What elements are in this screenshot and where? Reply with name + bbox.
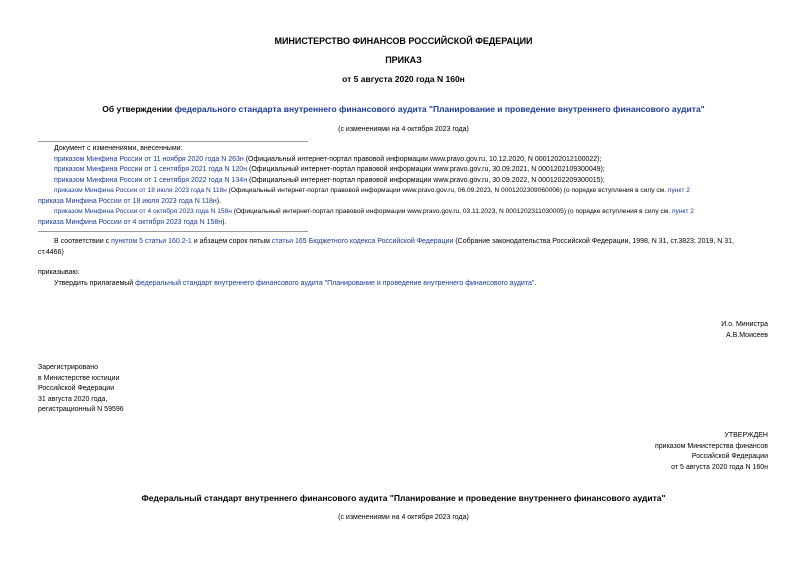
order-paragraph: Утвердить прилагаемый федеральный стандарт внутреннего финансового аудита "Планирование и проведение внутреннего финансового аудита". (54, 279, 537, 287)
change-item-link[interactable]: приказом Минфина России от 11 ноября 2020 года N 263н (54, 155, 244, 163)
signature-position: И.о. Министра (721, 321, 768, 328)
signature-block (721, 320, 768, 341)
approved-block: УТВЕРЖДЕН приказом Министерства финансов Российской Федерации от 5 августа 2020 года N 160н (654, 432, 768, 471)
change-item-link[interactable]: приказом Минфина России от 18 июля 2023 года N 118н (54, 187, 227, 194)
change-item (54, 155, 601, 166)
change-item (54, 186, 768, 197)
change-item-continuation: приказа Минфина России от 18 июля 2023 года N 118н). (38, 197, 222, 205)
divider-bottom (38, 231, 308, 232)
change-item-text: (Официальный интернет-портал правовой информации www.pravo.gov.ru, 10.12.2020, N 0001202012100022); (243, 155, 602, 163)
change-item-link[interactable]: приказом Минфина России от 1 сентября 2022 года N 134н (54, 176, 248, 184)
title-standard-link[interactable]: федерального стандарта внутреннего финансового аудита "Планирование и проведение внутреннего финансового аудита" (174, 104, 705, 114)
ministry-heading: МИНИСТЕРСТВО ФИНАНСОВ РОССИЙСКОЙ ФЕДЕРАЦИИ (274, 36, 533, 46)
divider-top (38, 141, 308, 142)
standard-revision-note: (с изменениями на 4 октября 2023 года) (338, 514, 469, 521)
revision-note: (с изменениями на 4 октября 2023 года) (338, 126, 469, 133)
signature-name: А.В.Моисеев (726, 331, 768, 339)
changes-intro: Документ с изменениями, внесенными: (54, 145, 183, 152)
basis-paragraph: В соответствии с пунктом 5 статьи 160.2-1 и абзацем сорок пятым статьи 165 Бюджетного кодекса Российской Федерации (Собрание законодательства Российской Федерации, 1998, N 31, ст.3823; 2019, N 31, (54, 238, 734, 245)
change-item (54, 207, 768, 218)
document-date-number: от 5 августа 2020 года N 160н (342, 74, 465, 84)
change-item-point-link[interactable]: пункт 2 (667, 187, 690, 194)
change-item-text: (Официальный интернет-портал правовой информации www.pravo.gov.ru, 06.09.2023, N 0001202309060006) (о порядке вступления в силу см. (226, 187, 668, 194)
change-item-continuation: приказа Минфина России от 4 октября 2023 года N 158н). (38, 218, 227, 226)
change-item (54, 165, 605, 176)
title-prefix: Об утверждении (102, 104, 175, 114)
registration-block: Зарегистрировано в Министерстве юстиции Российской Федерации 31 августа 2020 года, регистрационный N 59596 (38, 364, 124, 413)
document-type-heading: ПРИКАЗ (385, 55, 422, 65)
standard-title: Федеральный стандарт внутреннего финансового аудита "Планирование и проведение внутреннего финансового аудита" (141, 493, 666, 503)
change-item-order-link[interactable]: приказа Минфина России от 4 октября 2023 года N 158н (38, 218, 223, 226)
basis-continuation: ст.4466) (38, 248, 64, 256)
change-item-link[interactable]: приказом Минфина России от 4 октября 2023 года N 158н (54, 208, 232, 215)
order-standard-link[interactable]: федеральный стандарт внутреннего финансового аудита "Планирование и проведение внутреннего финансового аудита" (135, 279, 535, 287)
budget-code-article-link[interactable]: статьи 165 Бюджетного кодекса Российской Федерации (271, 238, 454, 245)
change-item-order-link[interactable]: приказа Минфина России от 18 июля 2023 года N 118н (38, 197, 217, 205)
change-item-text: (Официальный интернет-портал правовой информации www.pravo.gov.ru, 30.09.2021, N 0001202109300049); (247, 166, 605, 173)
change-item-text: (Официальный интернет-портал правовой информации www.pravo.gov.ru, 03.11.2023, N 0001202311030005) (о порядке вступления в силу см. (231, 208, 672, 215)
order-word: приказываю: (38, 269, 80, 276)
change-item-text: (Официальный интернет-портал правовой информации www.pravo.gov.ru, 30.09.2022, N 0001202209300015); (247, 176, 605, 184)
document-title (0, 104, 807, 114)
budget-code-point-link[interactable]: пунктом 5 статьи 160.2-1 (111, 238, 192, 245)
change-item-point-link[interactable]: пункт 2 (671, 208, 694, 215)
change-item (54, 176, 605, 187)
change-item-link[interactable]: приказом Минфина России от 1 сентября 2021 года N 120н (54, 166, 248, 173)
